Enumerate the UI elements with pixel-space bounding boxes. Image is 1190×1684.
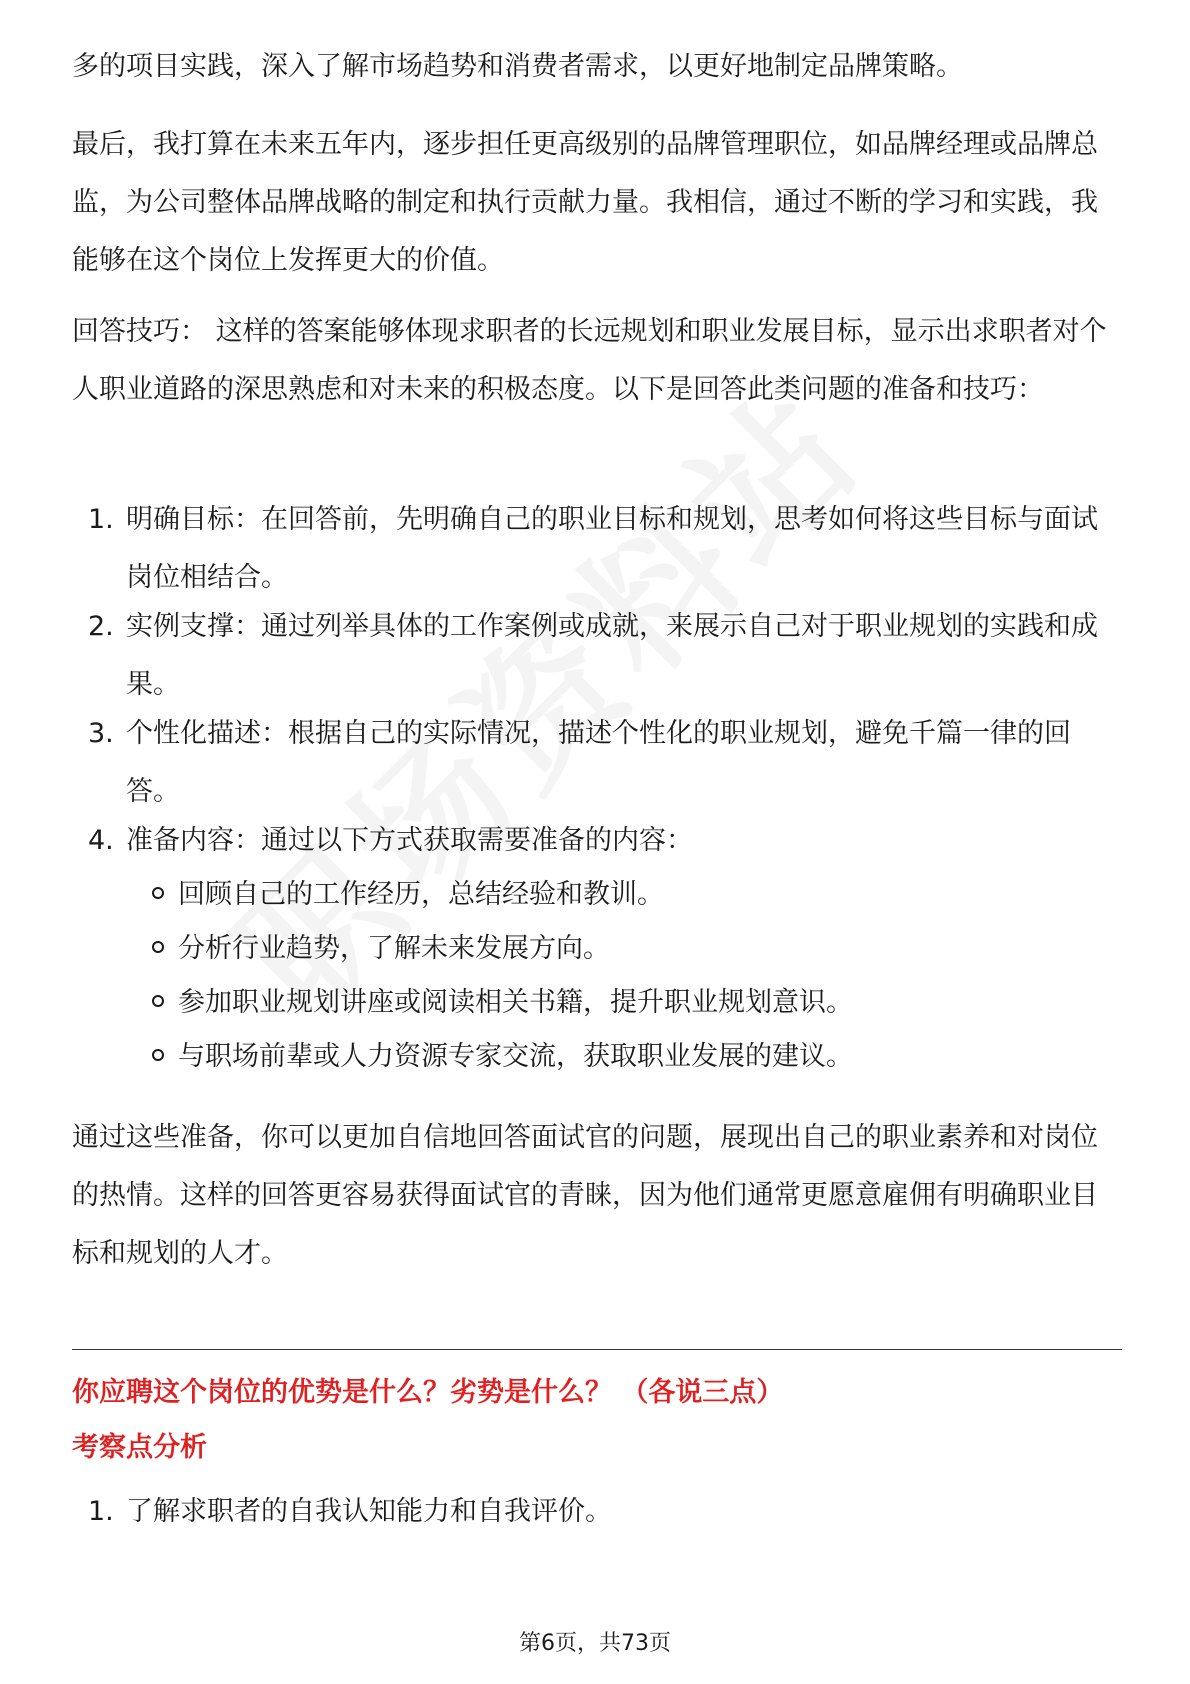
list-number: 1. <box>88 1496 114 1527</box>
list-number: 3. <box>88 718 114 749</box>
circle-bullet-icon <box>152 995 164 1007</box>
bullet-text: 与职场前辈或人力资源专家交流，获取职业发展的建议。 <box>178 1041 853 1072</box>
circle-bullet-icon <box>152 887 164 899</box>
page-number: 第6页，共73页 <box>519 1631 671 1656</box>
bullet-text: 参加职业规划讲座或阅读相关书籍，提升职业规划意识。 <box>178 987 853 1018</box>
list-text: 明确目标：在回答前，先明确自己的职业目标和规划，思考如何将这些目标与面试岗位相结合。 <box>126 504 1098 593</box>
bullet-text: 分析行业趋势，了解未来发展方向。 <box>178 933 610 964</box>
bullet-text: 回顾自己的工作经历，总结经验和教训。 <box>178 879 664 910</box>
list-item <box>72 705 1122 821</box>
bullet-item <box>152 920 1112 978</box>
list-item <box>72 598 1122 714</box>
circle-bullet-icon <box>152 941 164 953</box>
list-number: 2. <box>88 611 114 642</box>
bullet-item <box>152 866 1112 924</box>
list-item <box>72 1483 1122 1541</box>
paragraph-tips: 回答技巧： 这样的答案能够体现求职者的长远规划和职业发展目标，显示出求职者对个人职业道路的深思熟虑和对未来的积极态度。以下是回答此类问题的准备和技巧： <box>72 316 1107 405</box>
list-text: 了解求职者的自我认知能力和自我评价。 <box>126 1496 612 1527</box>
bullet-item <box>152 1028 1112 1086</box>
list-text: 实例支撑：通过列举具体的工作案例或成就，来展示自己对于职业规划的实践和成果。 <box>126 611 1098 700</box>
question-title: 你应聘这个岗位的优势是什么？劣势是什么？ （各说三点） <box>72 1377 784 1408</box>
list-text: 个性化描述：根据自己的实际情况，描述个性化的职业规划，避免千篇一律的回答。 <box>126 718 1071 807</box>
list-text: 准备内容：通过以下方式获取需要准备的内容： <box>126 825 693 856</box>
list-item <box>72 491 1122 607</box>
analysis-heading: 考察点分析 <box>72 1432 207 1463</box>
paragraph-summary: 通过这些准备，你可以更加自信地回答面试官的问题，展现出自己的职业素养和对岗位的热情。这样的回答更容易获得面试官的青睐，因为他们通常更愿意雇佣有明确职业目标和规划的人才。 <box>72 1122 1098 1269</box>
paragraph-plan: 最后，我打算在未来五年内，逐步担任更高级别的品牌管理职位，如品牌经理或品牌总监，为公司整体品牌战略的制定和执行贡献力量。我相信，通过不断的学习和实践，我能够在这个岗位上发挥更大的价值。 <box>72 129 1098 276</box>
bullet-item <box>152 974 1112 1032</box>
list-number: 1. <box>88 504 114 535</box>
list-number: 4. <box>88 825 114 856</box>
paragraph-intro: 多的项目实践，深入了解市场趋势和消费者需求，以更好地制定品牌策略。 <box>72 51 963 82</box>
section-divider <box>72 1349 1122 1350</box>
circle-bullet-icon <box>152 1049 164 1061</box>
list-item <box>72 812 1122 870</box>
